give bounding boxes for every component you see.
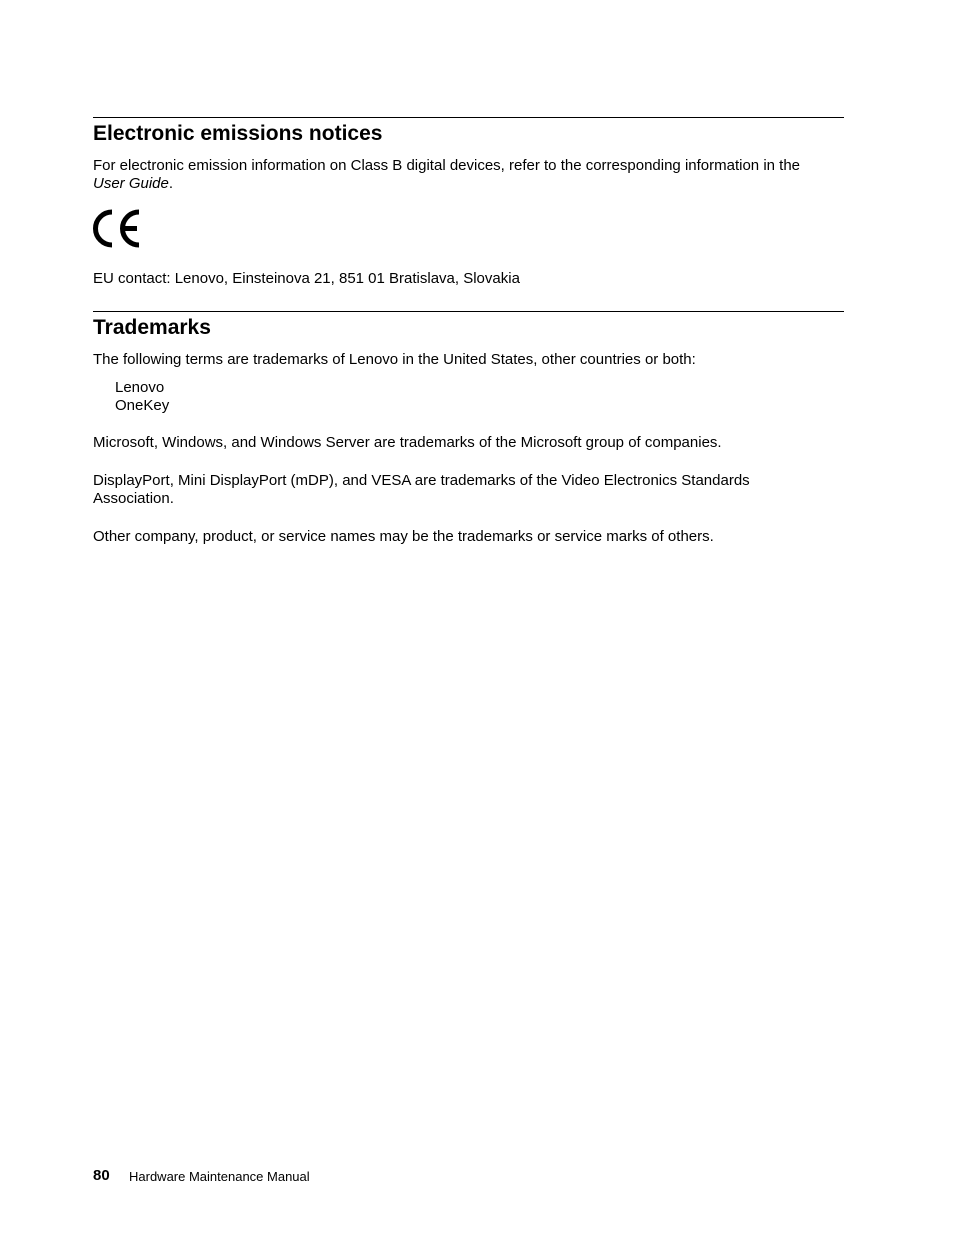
trademarks-heading: Trademarks [93,316,211,339]
emissions-text-end: . [168,175,174,192]
section-divider [93,311,844,312]
emissions-text: For electronic emission information on Class B digital devices, refer to the corresponding information in the [93,157,801,174]
eu-contact: EU contact: Lenovo, Einsteinova 21, 851 01 Bratislava, Slovakia [93,270,520,287]
page-number: 80 [93,1167,110,1184]
microsoft-trademark: Microsoft, Windows, and Windows Server are trademarks of the Microsoft group of companies. [93,434,722,451]
user-guide-ref: User Guide [93,175,169,192]
ce-mark-icon [93,209,142,248]
emissions-paragraph [93,157,833,193]
manual-title: Hardware Maintenance Manual [129,1169,310,1184]
trademarks-intro: The following terms are trademarks of Lenovo in the United States, other countries or both: [93,351,696,368]
other-trademarks: Other company, product, or service names may be the trademarks or service marks of others. [93,528,714,545]
emissions-heading: Electronic emissions notices [93,122,383,145]
trademark-item-onekey: OneKey [115,397,170,414]
trademark-item-lenovo: Lenovo [115,379,165,396]
displayport-trademark: DisplayPort, Mini DisplayPort (mDP), and VESA are trademarks of the Video Electronics Standards Association. [93,472,750,507]
section-divider [93,117,844,118]
